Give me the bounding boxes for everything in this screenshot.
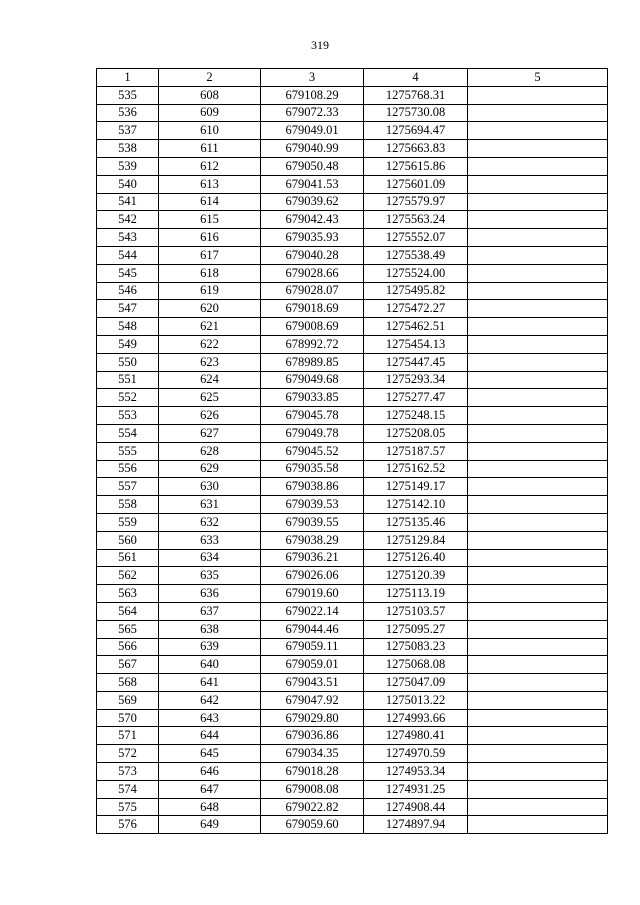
table-row [97,638,608,656]
table-cell-col-1: 570 [97,709,159,727]
table-cell-col-5 [468,122,608,140]
table-cell-col-5 [468,353,608,371]
table-cell-col-1: 552 [97,389,159,407]
table-cell-col-4: 1275601.09 [364,175,468,193]
table-cell-col-5 [468,531,608,549]
table-cell-col-3: 679059.01 [261,656,364,674]
table-cell-col-3: 679040.99 [261,140,364,158]
table-cell-col-5 [468,763,608,781]
table-row [97,424,608,442]
table-cell-col-4: 1275208.05 [364,424,468,442]
table-cell-col-1: 539 [97,157,159,175]
table-row [97,389,608,407]
table-cell-col-4: 1275538.49 [364,246,468,264]
table-cell-col-4: 1275524.00 [364,264,468,282]
table-cell-col-2: 624 [159,371,261,389]
table-cell-col-5 [468,460,608,478]
table-cell-col-4: 1275694.47 [364,122,468,140]
table-cell-col-3: 679049.78 [261,424,364,442]
table-row [97,246,608,264]
table-cell-col-4: 1275142.10 [364,496,468,514]
table-cell-col-3: 679035.58 [261,460,364,478]
table-cell-col-1: 565 [97,620,159,638]
table-row [97,602,608,620]
table-cell-col-2: 639 [159,638,261,656]
table-cell-col-4: 1275462.51 [364,318,468,336]
table-cell-col-2: 612 [159,157,261,175]
table-cell-col-5 [468,424,608,442]
table-cell-col-4: 1275149.17 [364,478,468,496]
table-cell-col-2: 610 [159,122,261,140]
table-cell-col-1: 576 [97,816,159,834]
table-cell-col-4: 1275615.86 [364,157,468,175]
table-cell-col-2: 627 [159,424,261,442]
coordinates-table [96,68,608,834]
table-row [97,442,608,460]
table-cell-col-1: 562 [97,567,159,585]
table-cell-col-1: 543 [97,229,159,247]
table-header-row [97,69,608,87]
table-cell-col-3: 679008.08 [261,780,364,798]
table-cell-col-3: 679039.53 [261,496,364,514]
table-cell-col-4: 1275120.39 [364,567,468,585]
table-cell-col-4: 1274980.41 [364,727,468,745]
table-cell-col-2: 629 [159,460,261,478]
table-cell-col-4: 1275162.52 [364,460,468,478]
table-cell-col-4: 1275068.08 [364,656,468,674]
table-cell-col-4: 1275447.45 [364,353,468,371]
table-cell-col-1: 544 [97,246,159,264]
table-row [97,585,608,603]
table-cell-col-4: 1275113.19 [364,585,468,603]
table-cell-col-5 [468,585,608,603]
table-cell-col-1: 575 [97,798,159,816]
table-cell-col-1: 564 [97,602,159,620]
table-cell-col-3: 679034.35 [261,745,364,763]
table-row [97,140,608,158]
table-cell-col-2: 617 [159,246,261,264]
table-cell-col-4: 1274953.34 [364,763,468,781]
table-body [97,86,608,833]
table-cell-col-4: 1275135.46 [364,513,468,531]
table-cell-col-2: 609 [159,104,261,122]
table-cell-col-3: 679018.69 [261,300,364,318]
table-row [97,496,608,514]
table-cell-col-1: 541 [97,193,159,211]
table-cell-col-3: 679022.14 [261,602,364,620]
table-row [97,691,608,709]
table-cell-col-5 [468,656,608,674]
table-cell-col-3: 679019.60 [261,585,364,603]
table-cell-col-1: 572 [97,745,159,763]
table-cell-col-5 [468,193,608,211]
table-cell-col-3: 679036.86 [261,727,364,745]
table-cell-col-2: 642 [159,691,261,709]
table-cell-col-5 [468,389,608,407]
table-row [97,104,608,122]
table-cell-col-1: 547 [97,300,159,318]
table-cell-col-3: 679008.69 [261,318,364,336]
table-cell-col-4: 1275293.34 [364,371,468,389]
table-cell-col-2: 618 [159,264,261,282]
table-row [97,549,608,567]
table-row [97,620,608,638]
table-cell-col-5 [468,478,608,496]
table-cell-col-2: 626 [159,407,261,425]
table-row [97,157,608,175]
table-cell-col-2: 621 [159,318,261,336]
table-cell-col-3: 679072.33 [261,104,364,122]
table-cell-col-4: 1275579.97 [364,193,468,211]
table-row [97,353,608,371]
table-cell-col-3: 679045.52 [261,442,364,460]
table-row [97,264,608,282]
table-cell-col-4: 1275126.40 [364,549,468,567]
table-cell-col-4: 1275013.22 [364,691,468,709]
table-cell-col-3: 679028.07 [261,282,364,300]
table-cell-col-2: 647 [159,780,261,798]
table-cell-col-1: 573 [97,763,159,781]
table-row [97,122,608,140]
table-row [97,282,608,300]
table-cell-col-4: 1275248.15 [364,407,468,425]
table-row [97,371,608,389]
table-cell-col-1: 556 [97,460,159,478]
table-cell-col-5 [468,371,608,389]
table-cell-col-5 [468,442,608,460]
table-cell-col-5 [468,86,608,104]
table-cell-col-1: 536 [97,104,159,122]
table-cell-col-3: 679039.62 [261,193,364,211]
table-cell-col-2: 644 [159,727,261,745]
table-row [97,478,608,496]
table-cell-col-4: 1275129.84 [364,531,468,549]
table-cell-col-3: 678992.72 [261,335,364,353]
table-cell-col-5 [468,638,608,656]
table-cell-col-1: 574 [97,780,159,798]
table-cell-col-1: 560 [97,531,159,549]
table-cell-col-1: 558 [97,496,159,514]
table-cell-col-4: 1274970.59 [364,745,468,763]
table-cell-col-3: 679036.21 [261,549,364,567]
table-cell-col-1: 571 [97,727,159,745]
table-cell-col-3: 679059.11 [261,638,364,656]
table-cell-col-1: 563 [97,585,159,603]
table-cell-col-5 [468,567,608,585]
table-cell-col-1: 567 [97,656,159,674]
table-cell-col-1: 545 [97,264,159,282]
table-row [97,318,608,336]
table-row [97,407,608,425]
table-cell-col-2: 613 [159,175,261,193]
table-cell-col-5 [468,157,608,175]
table-cell-col-5 [468,780,608,798]
table-cell-col-3: 679039.55 [261,513,364,531]
table-cell-col-3: 679059.60 [261,816,364,834]
table-cell-col-1: 549 [97,335,159,353]
table-cell-col-4: 1275047.09 [364,674,468,692]
page-number: 319 [311,38,329,52]
table-cell-col-5 [468,246,608,264]
table-cell-col-2: 625 [159,389,261,407]
table-row [97,86,608,104]
table-cell-col-3: 679026.06 [261,567,364,585]
table-cell-col-2: 632 [159,513,261,531]
table-cell-col-3: 678989.85 [261,353,364,371]
table-row [97,513,608,531]
table-row [97,460,608,478]
table-row [97,798,608,816]
table-cell-col-1: 559 [97,513,159,531]
table-row [97,709,608,727]
table-row [97,763,608,781]
table-cell-col-1: 561 [97,549,159,567]
table-cell-col-1: 550 [97,353,159,371]
table-cell-col-5 [468,674,608,692]
table-cell-col-1: 542 [97,211,159,229]
table-cell-col-5 [468,496,608,514]
table-cell-col-3: 679049.01 [261,122,364,140]
table-cell-col-4: 1275768.31 [364,86,468,104]
table-cell-col-5 [468,335,608,353]
table-cell-col-1: 554 [97,424,159,442]
table-cell-col-2: 649 [159,816,261,834]
table-cell-col-5 [468,300,608,318]
table-cell-col-5 [468,727,608,745]
table-cell-col-5 [468,816,608,834]
table-row [97,567,608,585]
table-cell-col-3: 679047.92 [261,691,364,709]
table-cell-col-1: 548 [97,318,159,336]
table-cell-col-4: 1275187.57 [364,442,468,460]
table-cell-col-3: 679041.53 [261,175,364,193]
table-cell-col-4: 1275083.23 [364,638,468,656]
table-cell-col-3: 679045.78 [261,407,364,425]
table-cell-col-4: 1275454.13 [364,335,468,353]
table-cell-col-2: 615 [159,211,261,229]
table-cell-col-5 [468,104,608,122]
table-cell-col-3: 679049.68 [261,371,364,389]
table-cell-col-2: 631 [159,496,261,514]
table-cell-col-2: 628 [159,442,261,460]
table-cell-col-1: 546 [97,282,159,300]
table-row [97,229,608,247]
table-cell-col-2: 636 [159,585,261,603]
table-cell-col-2: 630 [159,478,261,496]
table-row [97,780,608,798]
table-cell-col-1: 540 [97,175,159,193]
table-cell-col-5 [468,407,608,425]
table-cell-col-1: 555 [97,442,159,460]
table-cell-col-5 [468,602,608,620]
table-cell-col-2: 643 [159,709,261,727]
table-cell-col-5 [468,513,608,531]
table-cell-col-2: 640 [159,656,261,674]
table-cell-col-1: 566 [97,638,159,656]
column-header-5: 5 [468,69,608,87]
table-cell-col-2: 622 [159,335,261,353]
column-header-2: 2 [159,69,261,87]
table-cell-col-5 [468,229,608,247]
table-row [97,674,608,692]
table-row [97,531,608,549]
table-cell-col-2: 634 [159,549,261,567]
table-cell-col-3: 679029.80 [261,709,364,727]
table-cell-col-4: 1275103.57 [364,602,468,620]
table-cell-col-2: 633 [159,531,261,549]
table-cell-col-2: 608 [159,86,261,104]
table-cell-col-2: 645 [159,745,261,763]
table-cell-col-1: 551 [97,371,159,389]
column-header-1: 1 [97,69,159,87]
table-cell-col-3: 679022.82 [261,798,364,816]
table-cell-col-5 [468,264,608,282]
table-cell-col-4: 1275495.82 [364,282,468,300]
table-cell-col-1: 568 [97,674,159,692]
table-row [97,175,608,193]
table-cell-col-2: 646 [159,763,261,781]
table-cell-col-2: 623 [159,353,261,371]
table-cell-col-2: 611 [159,140,261,158]
table-row [97,745,608,763]
table-cell-col-2: 638 [159,620,261,638]
table-row [97,193,608,211]
table-cell-col-4: 1275663.83 [364,140,468,158]
table-cell-col-1: 553 [97,407,159,425]
table-cell-col-1: 537 [97,122,159,140]
table-cell-col-5 [468,549,608,567]
table-cell-col-5 [468,691,608,709]
table-cell-col-2: 635 [159,567,261,585]
table-cell-col-2: 620 [159,300,261,318]
table-cell-col-4: 1274897.94 [364,816,468,834]
table-cell-col-5 [468,620,608,638]
table-cell-col-3: 679040.28 [261,246,364,264]
table-cell-col-3: 679035.93 [261,229,364,247]
table-cell-col-4: 1275277.47 [364,389,468,407]
table-cell-col-1: 538 [97,140,159,158]
table-cell-col-5 [468,798,608,816]
table-row [97,816,608,834]
table-cell-col-1: 535 [97,86,159,104]
table-cell-col-3: 679044.46 [261,620,364,638]
table-row [97,300,608,318]
table-cell-col-3: 679042.43 [261,211,364,229]
table-cell-col-3: 679043.51 [261,674,364,692]
table-cell-col-2: 637 [159,602,261,620]
table-cell-col-2: 619 [159,282,261,300]
table-cell-col-3: 679050.48 [261,157,364,175]
table-cell-col-1: 569 [97,691,159,709]
table-cell-col-4: 1274908.44 [364,798,468,816]
table-cell-col-5 [468,709,608,727]
table-cell-col-4: 1275472.27 [364,300,468,318]
table-cell-col-3: 679018.28 [261,763,364,781]
table-cell-col-3: 679033.85 [261,389,364,407]
table-cell-col-5 [468,318,608,336]
table-cell-col-4: 1275552.07 [364,229,468,247]
table-row [97,656,608,674]
table-cell-col-5 [468,745,608,763]
table-cell-col-5 [468,211,608,229]
table-row [97,727,608,745]
table-cell-col-1: 557 [97,478,159,496]
table-cell-col-3: 679108.29 [261,86,364,104]
table-cell-col-2: 641 [159,674,261,692]
table-cell-col-5 [468,282,608,300]
table-row [97,335,608,353]
table-row [97,211,608,229]
table-cell-col-3: 679038.29 [261,531,364,549]
table-cell-col-4: 1275095.27 [364,620,468,638]
table-cell-col-3: 679038.86 [261,478,364,496]
table-cell-col-4: 1274993.66 [364,709,468,727]
table-cell-col-2: 614 [159,193,261,211]
table-cell-col-4: 1274931.25 [364,780,468,798]
column-header-3: 3 [261,69,364,87]
table-cell-col-2: 616 [159,229,261,247]
table-cell-col-2: 648 [159,798,261,816]
table-cell-col-5 [468,140,608,158]
table-cell-col-4: 1275730.08 [364,104,468,122]
table-cell-col-4: 1275563.24 [364,211,468,229]
table-cell-col-3: 679028.66 [261,264,364,282]
table-cell-col-5 [468,175,608,193]
column-header-4: 4 [364,69,468,87]
